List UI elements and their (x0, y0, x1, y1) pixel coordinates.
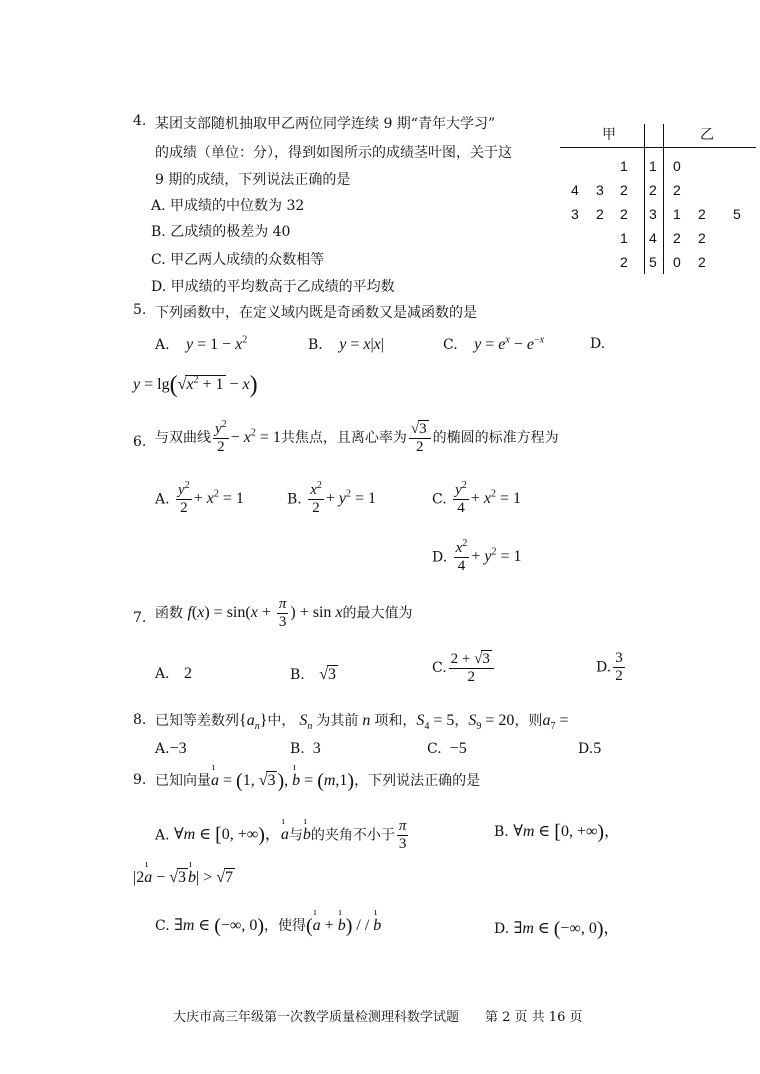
q9-quantifier-b: ∀m ∈ [0, +∞)， (513, 820, 621, 843)
q8-label-a: A. (155, 741, 170, 757)
q4-option-c: C. 甲乙两人成绩的众数相等 (151, 252, 325, 268)
q5-label-d: D. (590, 336, 606, 352)
q8-sn: $S_n$ (299, 712, 313, 733)
stem-leaf-stem: 4 (649, 230, 657, 246)
q7-label-c: C. (432, 659, 447, 676)
q7-label-b: B. (290, 667, 305, 683)
stem-leaf-right-leaf: 2 (698, 206, 706, 222)
q5-label-b: B. (308, 337, 323, 353)
stem-leaf-right-leaf: 5 (733, 206, 741, 222)
q9-b-vec: ı b (303, 826, 311, 843)
q6-stem-mid: 共焦点，且离心率为 (280, 429, 407, 446)
q5-option-a (155, 336, 247, 354)
stem-leaf-right-leaf: 1 (673, 206, 681, 222)
stem-leaf-left-leaf: 3 (596, 182, 604, 198)
q9-option-c (155, 915, 381, 938)
q8-stem-pre: 已知等差数列 (155, 713, 239, 729)
q9-pi-third: $\frac{\pi}{3}$ (398, 818, 407, 853)
q5-option-b (308, 336, 384, 354)
q8-sequence: $\{a_n\}$ (239, 712, 268, 733)
q6-hyperbola: $\frac{y^2}{2}$ − $x^2 = 1$ (215, 418, 281, 455)
q8-a7: $a_7$ = (542, 712, 569, 733)
footer-title: 大庆市高三年级第一次教学质量检测理科数学试题 (173, 1010, 460, 1025)
q6-label-a: A. (155, 491, 170, 508)
stem-leaf-right-leaf: 2 (673, 230, 681, 246)
q8-stem-b: 为其前 (316, 713, 359, 729)
q8-number: 8. (133, 712, 147, 728)
q9-label-b: B. (494, 824, 509, 840)
q7-label-a: A. (155, 666, 170, 682)
q9-option-a (155, 818, 410, 854)
stem-leaf-left-leaf: 4 (571, 182, 579, 198)
q8-stem (155, 710, 569, 733)
q6-formula-b: $\frac{x^2}{2}$ + $y^2 = 1$ (310, 480, 377, 517)
q6-option-c (432, 482, 521, 518)
q9-number: 9. (133, 772, 147, 788)
q8-stem-a: 中， (267, 713, 296, 729)
q7-value-d: $\frac{3}{2}$ (615, 650, 623, 685)
stem-leaf-right-leaf: 0 (673, 254, 681, 270)
q5-label-a: A. (155, 337, 170, 353)
q9-parallel: (ı a + ı b) / / ı b (306, 917, 381, 934)
stem-leaf-left-leaf: 1 (620, 230, 628, 246)
stem-leaf-stem: 3 (649, 206, 657, 222)
q6-stem-pre: 与双曲线 (155, 429, 211, 446)
q9-c-mid: ，使得 (264, 918, 306, 935)
q6-label-b: B. (287, 491, 302, 508)
q5-formula-d: $y = \lg(√x^2 + 1 - x)$ (133, 372, 258, 398)
q7-value-a: 2 (184, 665, 193, 682)
q6-label-d: D. (432, 549, 448, 566)
q7-option-b (290, 665, 338, 684)
q6-formula-c: $\frac{y^2}{4}$ + $x^2 = 1$ (455, 480, 521, 517)
q7-option-d (596, 650, 627, 686)
q4-line1: 某团支部随机抽取甲乙两位同学连续 9 期“青年大学习” (155, 116, 496, 132)
q9-option-b-formula: |2ı a − √3ı b| > √7 (133, 868, 235, 887)
q9-stem (155, 770, 480, 793)
q8-value-c: −5 (449, 740, 467, 757)
footer-page: 第 2 页 共 16 页 (485, 1010, 583, 1025)
q4-number: 4. (133, 113, 147, 129)
stem-leaf-stem: 5 (649, 254, 657, 270)
q5-formula-a: $y = 1 - x^2$ (186, 334, 248, 353)
q6-eccentricity: $\frac{√3}{2}$ (407, 429, 433, 446)
q9-label-c: C. (155, 918, 170, 935)
stem-leaf-left-header: 甲 (602, 126, 616, 142)
q9-quantifier-d: ∃m ∈ (−∞, 0)， (513, 917, 620, 940)
q6-label-c: C. (432, 491, 447, 508)
stem-leaf-stem: 1 (649, 158, 657, 174)
stem-leaf-left-leaf: 2 (620, 182, 628, 198)
q9-option-b (494, 818, 620, 844)
q6-number: 6. (133, 434, 147, 450)
q5-formula-c: $y = e^x - e^{-x}$ (474, 334, 545, 353)
q7-label-d: D. (596, 659, 612, 676)
q9-label-d: D. (494, 921, 510, 937)
q6-option-d (432, 540, 521, 576)
q8-value-d: 5 (593, 740, 602, 757)
stem-leaf-right-rule (663, 124, 664, 274)
stem-leaf-left-leaf: 2 (620, 206, 628, 222)
q9-option-d (494, 915, 620, 941)
q8-label-b: B. (290, 741, 305, 757)
stem-leaf-left-leaf: 2 (620, 254, 628, 270)
q8-stem-c: 项和， (374, 713, 417, 729)
q9-stem-post: ，下列说法正确的是 (354, 773, 481, 790)
q6-stem-post: 的椭圆的标准方程为 (432, 429, 559, 446)
q9-a-mid: 与 (288, 827, 303, 844)
q9-vectors: ı a = (1, √3 ), ı b = (m,1) (211, 772, 354, 789)
q5-number: 5. (133, 302, 147, 318)
stem-leaf-right-leaf: 2 (698, 230, 706, 246)
q9-quantifier-c: ∃m ∈ (−∞, 0) (174, 915, 264, 937)
stem-leaf-left-leaf: 1 (620, 158, 628, 174)
stem-leaf-left-leaf: 3 (571, 206, 579, 222)
q8-n: n (358, 712, 375, 729)
q8-s9: $S_9 = 20$ (468, 712, 515, 733)
q8-option-a (155, 740, 187, 758)
q9-quantifier-a: ∀m ∈ [0, +∞)，ı a (174, 826, 289, 843)
q9-a-post: 的夹角不小于 (310, 827, 395, 844)
q9-label-a: A. (155, 827, 170, 844)
q6-formula-d: $\frac{x^2}{4}$ + $y^2 = 1$ (455, 538, 522, 575)
stem-leaf-right-header: 乙 (700, 126, 714, 142)
q8-stem-d: ， (454, 713, 469, 729)
q5-formula-b: y = x|x| (339, 336, 384, 353)
q6-stem (155, 420, 559, 457)
q7-option-a (155, 665, 192, 683)
q7-value-c: $\frac{2 + √3}{2}$ (447, 659, 496, 676)
stem-leaf-header-rule (560, 147, 756, 148)
q7-value-b: √3 (319, 666, 336, 683)
q4-option-a: A. 甲成绩的中位数为 32 (151, 198, 305, 214)
q7-stem (155, 596, 413, 632)
q4-option-b: B. 乙成绩的极差为 40 (151, 224, 291, 240)
stem-leaf-right-leaf: 0 (673, 158, 681, 174)
q7-number: 7. (133, 610, 147, 626)
q8-option-c (427, 740, 467, 758)
stem-leaf-left-rule (644, 124, 645, 274)
q4-option-d: D. 甲成绩的平均数高于乙成绩的平均数 (151, 279, 395, 295)
q8-value-a: −3 (169, 740, 187, 757)
stem-leaf-stem: 2 (649, 182, 657, 198)
q8-s4: $S_4 = 5$ (416, 712, 455, 733)
q6-formula-a: $\frac{y^2}{2}$ + $x^2 = 1$ (178, 480, 244, 517)
q8-label-d: D. (578, 741, 594, 757)
q8-option-d (578, 740, 601, 758)
q7-function: f(x) = sin(x + $\frac{\pi}{3}$ ) + sin x (187, 596, 343, 631)
q8-label-c: C. (427, 741, 442, 757)
q9-stem-pre: 已知向量 (155, 773, 211, 790)
stem-leaf-plot (560, 120, 760, 280)
stem-leaf-right-leaf: 2 (698, 254, 706, 270)
q7-stem-pre: 函数 (155, 605, 183, 622)
q8-value-b: 3 (312, 740, 321, 757)
q5-stem: 下列函数中，在定义域内既是奇函数又是减函数的是 (155, 305, 477, 321)
stem-leaf-left-leaf: 2 (596, 206, 604, 222)
q5-option-c (443, 336, 544, 354)
q4-line3: 9 期的成绩，下列说法正确的是 (155, 172, 351, 188)
q6-option-b (287, 482, 376, 518)
q8-stem-e: ，则 (514, 713, 543, 729)
q6-option-a (155, 482, 244, 518)
q4-line2: 的成绩（单位：分），得到如图所示的成绩茎叶图，关于这 (155, 145, 512, 161)
stem-leaf-right-leaf: 2 (673, 182, 681, 198)
q5-label-c: C. (443, 337, 458, 353)
q7-option-c (432, 650, 496, 687)
q8-option-b (290, 740, 321, 758)
q7-stem-post: 的最大值为 (342, 605, 413, 622)
